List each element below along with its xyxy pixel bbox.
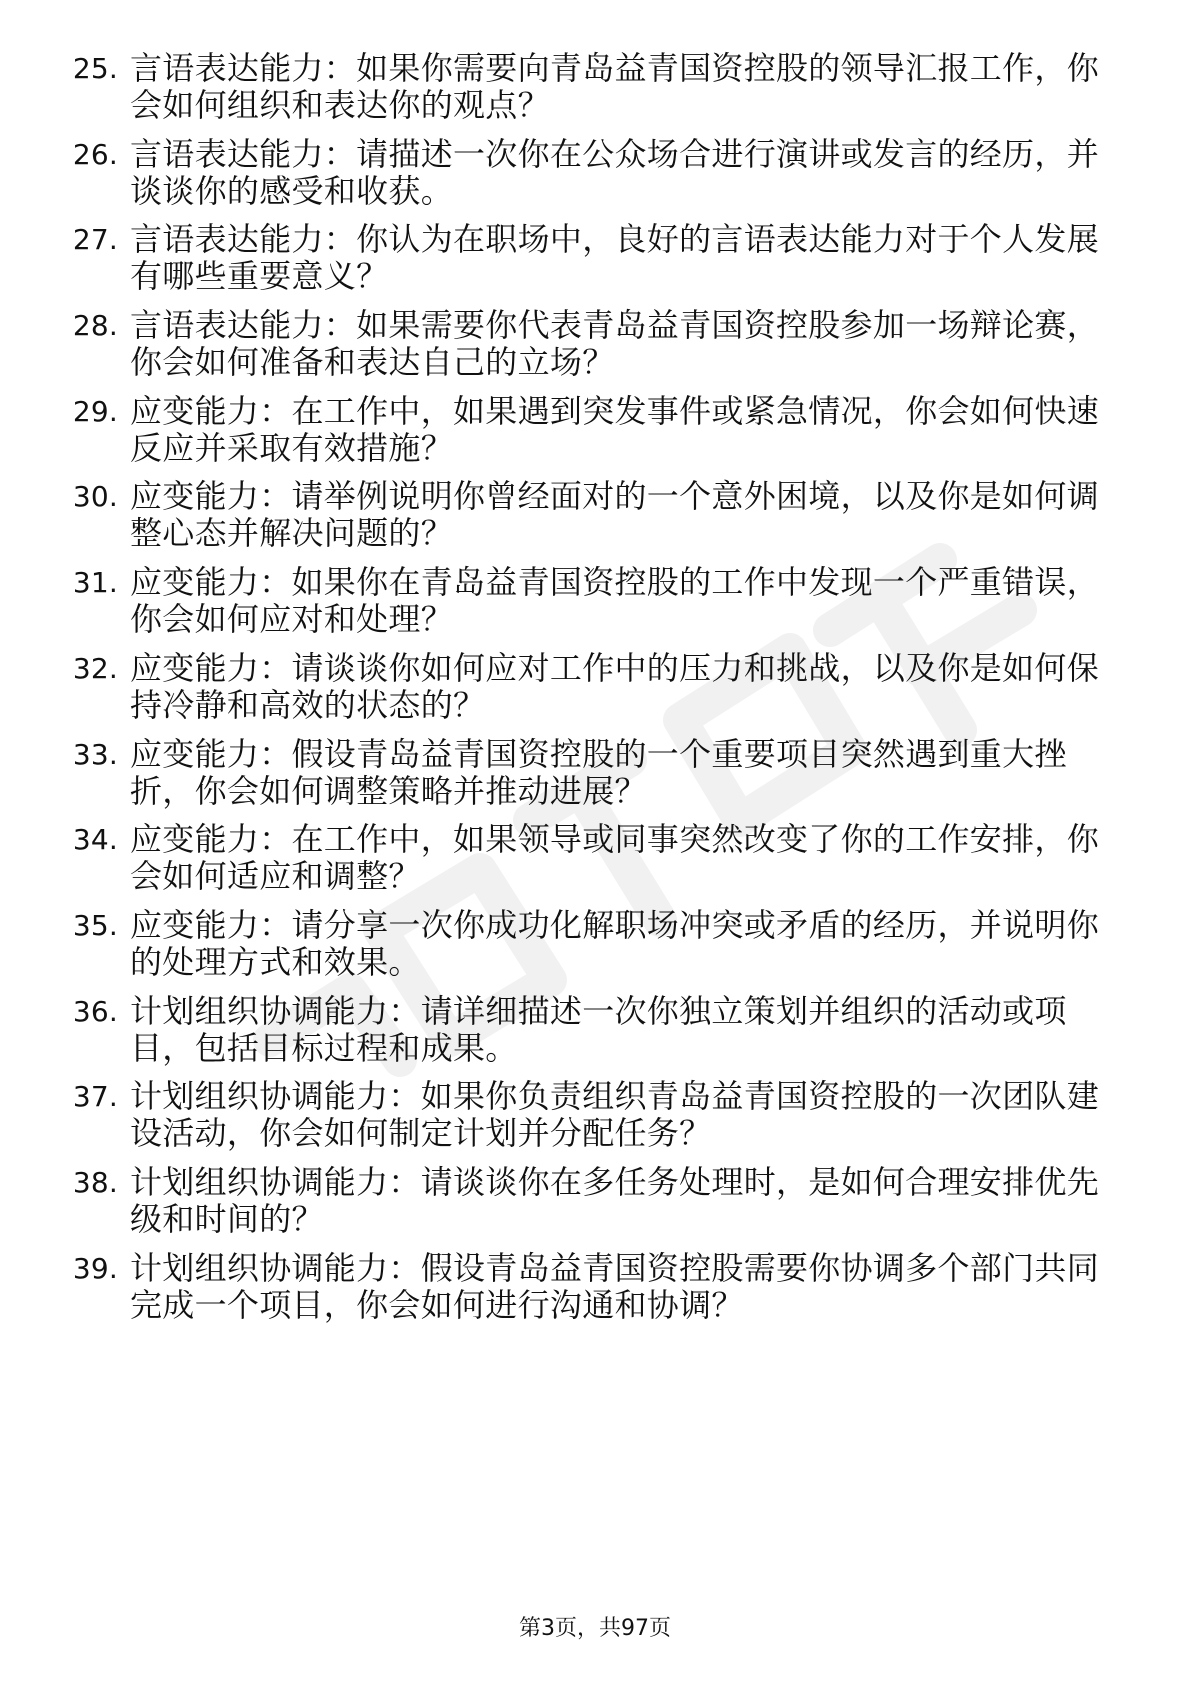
question-item	[48, 478, 1108, 552]
question-item	[48, 736, 1108, 810]
question-text: 应变能力：在工作中，如果领导或同事突然改变了你的工作安排，你会如何适应和调整？	[130, 820, 1100, 896]
question-item	[48, 821, 1108, 895]
question-item	[48, 1078, 1108, 1152]
question-list	[48, 50, 1108, 1335]
question-text: 应变能力：如果你在青岛益青国资控股的工作中发现一个严重错误，你会如何应对和处理？	[130, 563, 1100, 639]
question-number: 30.	[72, 480, 118, 514]
question-item	[48, 650, 1108, 724]
question-number: 29.	[72, 394, 118, 428]
question-text: 应变能力：请举例说明你曾经面对的一个意外困境，以及你是如何调整心态并解决问题的？	[130, 477, 1100, 553]
question-item	[48, 393, 1108, 467]
question-text: 言语表达能力：你认为在职场中，良好的言语表达能力对于个人发展有哪些重要意义？	[130, 220, 1100, 296]
question-item	[48, 1250, 1108, 1324]
question-text: 应变能力：假设青岛益青国资控股的一个重要项目突然遇到重大挫折，你会如何调整策略并推动进展？	[130, 734, 1067, 810]
question-item	[48, 907, 1108, 981]
question-text: 计划组织协调能力：请谈谈你在多任务处理时，是如何合理安排优先级和时间的？	[130, 1162, 1100, 1238]
question-number: 33.	[72, 737, 118, 771]
question-number: 35.	[72, 908, 118, 942]
question-text: 计划组织协调能力：假设青岛益青国资控股需要你协调多个部门共同完成一个项目，你会如何进行沟通和协调？	[130, 1248, 1100, 1324]
question-number: 36.	[72, 994, 118, 1028]
question-text: 应变能力：在工作中，如果遇到突发事件或紧急情况，你会如何快速反应并采取有效措施？	[130, 391, 1100, 467]
question-item	[48, 564, 1108, 638]
question-number: 38.	[72, 1165, 118, 1199]
question-text: 言语表达能力：请描述一次你在公众场合进行演讲或发言的经历，并谈谈你的感受和收获。	[130, 134, 1100, 210]
question-number: 31.	[72, 566, 118, 600]
question-number: 25.	[72, 52, 118, 85]
question-number: 34.	[72, 823, 118, 857]
question-item	[48, 50, 1108, 124]
question-number: 32.	[72, 651, 118, 685]
question-number: 27.	[72, 223, 118, 257]
question-item	[48, 136, 1108, 210]
question-number: 37.	[72, 1080, 118, 1114]
page-number-label: 第3页，共97页	[519, 1616, 671, 1641]
question-text: 应变能力：请分享一次你成功化解职场冲突或矛盾的经历，并说明你的处理方式和效果。	[130, 905, 1100, 981]
question-item	[48, 993, 1108, 1067]
question-item	[48, 1164, 1108, 1238]
question-text: 应变能力：请谈谈你如何应对工作中的压力和挑战，以及你是如何保持冷静和高效的状态的？	[130, 648, 1100, 724]
question-item	[48, 307, 1108, 381]
question-text: 言语表达能力：如果需要你代表青岛益青国资控股参加一场辩论赛，你会如何准备和表达自己的立场？	[130, 306, 1100, 382]
question-number: 28.	[72, 309, 118, 343]
page-footer	[0, 1614, 1190, 1644]
question-text: 言语表达能力：如果你需要向青岛益青国资控股的领导汇报工作，你会如何组织和表达你的观点？	[130, 49, 1100, 124]
question-item	[48, 221, 1108, 295]
question-text: 计划组织协调能力：请详细描述一次你独立策划并组织的活动或项目，包括目标过程和成果。	[130, 991, 1067, 1067]
question-number: 26.	[72, 137, 118, 171]
question-number: 39.	[72, 1251, 118, 1285]
question-text: 计划组织协调能力：如果你负责组织青岛益青国资控股的一次团队建设活动，你会如何制定计划并分配任务？	[130, 1077, 1100, 1153]
